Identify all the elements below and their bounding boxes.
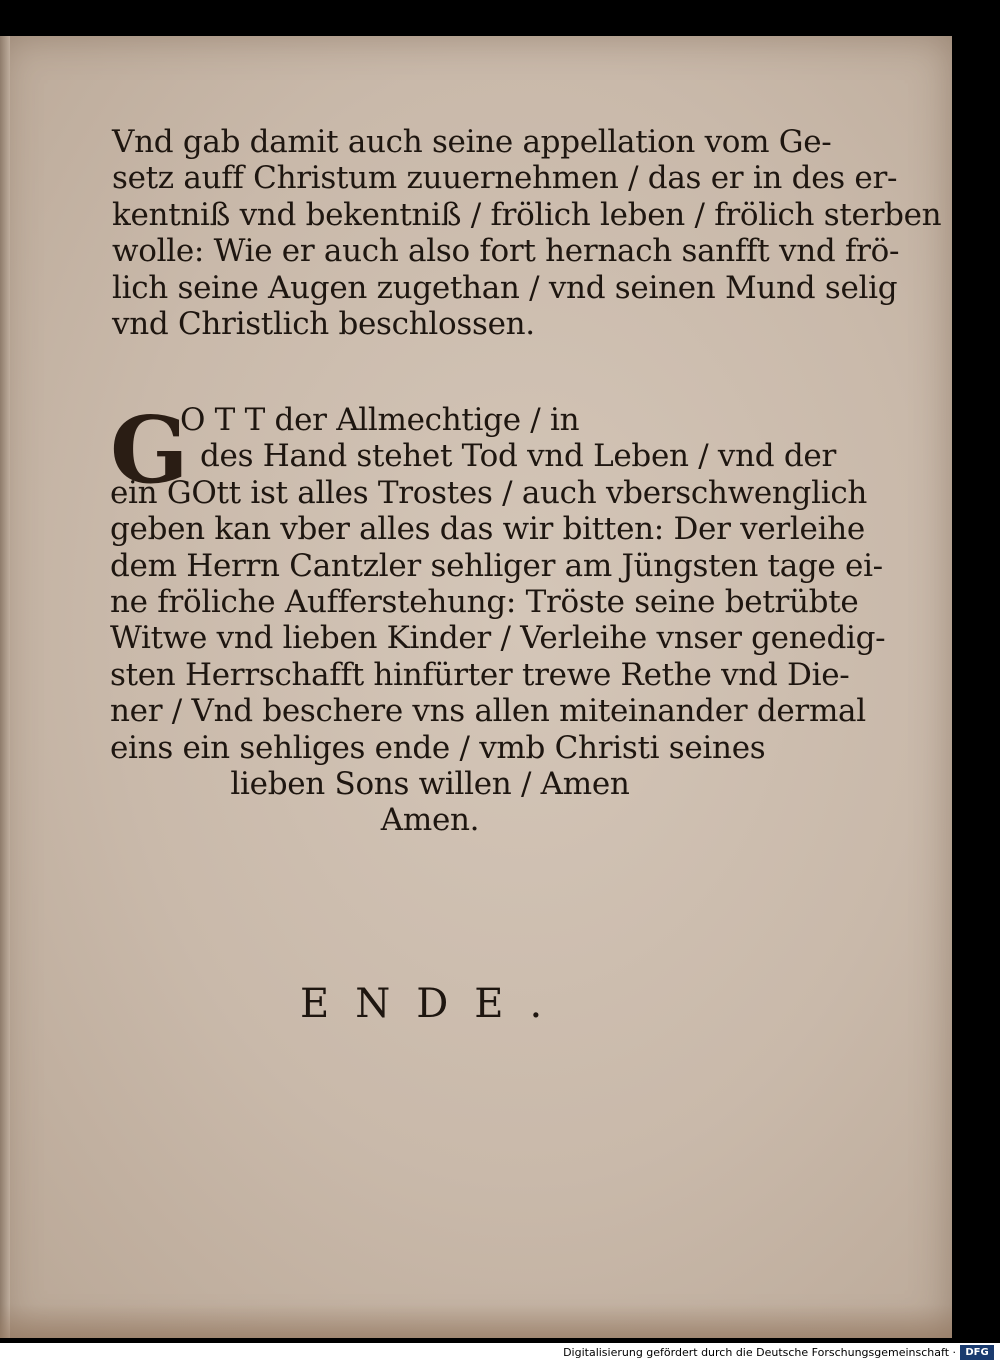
text-line: lieben Sons willen / Amen bbox=[230, 766, 630, 803]
page-edge bbox=[0, 36, 10, 1338]
page-stain bbox=[0, 1304, 952, 1338]
text-line: Witwe vnd lieben Kinder / Verleihe vnser genedig- bbox=[110, 620, 886, 657]
paragraph-2 bbox=[110, 396, 886, 839]
footer-bar bbox=[0, 1343, 1000, 1363]
text-line: geben kan vber alles das wir bitten: Der verleihe bbox=[110, 511, 865, 548]
text-line: vnd Christlich beschlossen. bbox=[112, 306, 535, 343]
text-line: setz auff Christum zuuernehmen / das er in des er- bbox=[112, 160, 898, 197]
text-line: wolle: Wie er auch also fort hernach sanfft vnd frö- bbox=[112, 233, 900, 270]
text-line: sten Herrschafft hinfürter trewe Rethe vnd Die- bbox=[110, 656, 850, 693]
ende-heading: ENDE. bbox=[300, 981, 569, 1027]
document-page bbox=[0, 36, 952, 1338]
text-line: eins ein sehliges ende / vmb Christi seines bbox=[110, 729, 766, 766]
text-line: Amen. bbox=[380, 802, 480, 839]
decorated-initial: G bbox=[110, 396, 189, 504]
dfg-logo-icon: DFG bbox=[960, 1345, 994, 1360]
text-line: ne fröliche Aufferstehung: Tröste seine betrübte bbox=[110, 584, 859, 621]
text-line: dem Herrn Cantzler sehliger am Jüngsten tage ei- bbox=[110, 547, 883, 584]
text-line: O T T der Allmechtige / in bbox=[180, 402, 580, 438]
text-line: des Hand stehet Tod vnd Leben / vnd der bbox=[200, 438, 837, 475]
text-line: lich seine Augen zugethan / vnd seinen Mund selig bbox=[112, 269, 898, 306]
footer-credit: Digitalisierung gefördert durch die Deutsche Forschungsgemeinschaft · bbox=[563, 1346, 956, 1359]
text-line: kentniß vnd bekentniß / frölich leben / frölich sterben bbox=[112, 196, 942, 233]
paragraph-1 bbox=[112, 124, 942, 343]
text-line: ein GOtt ist alles Trostes / auch vberschwenglich bbox=[110, 474, 868, 511]
text-line: ner / Vnd beschere vns allen miteinander dermal bbox=[110, 693, 866, 730]
text-line: Vnd gab damit auch seine appellation vom Ge- bbox=[112, 124, 832, 160]
